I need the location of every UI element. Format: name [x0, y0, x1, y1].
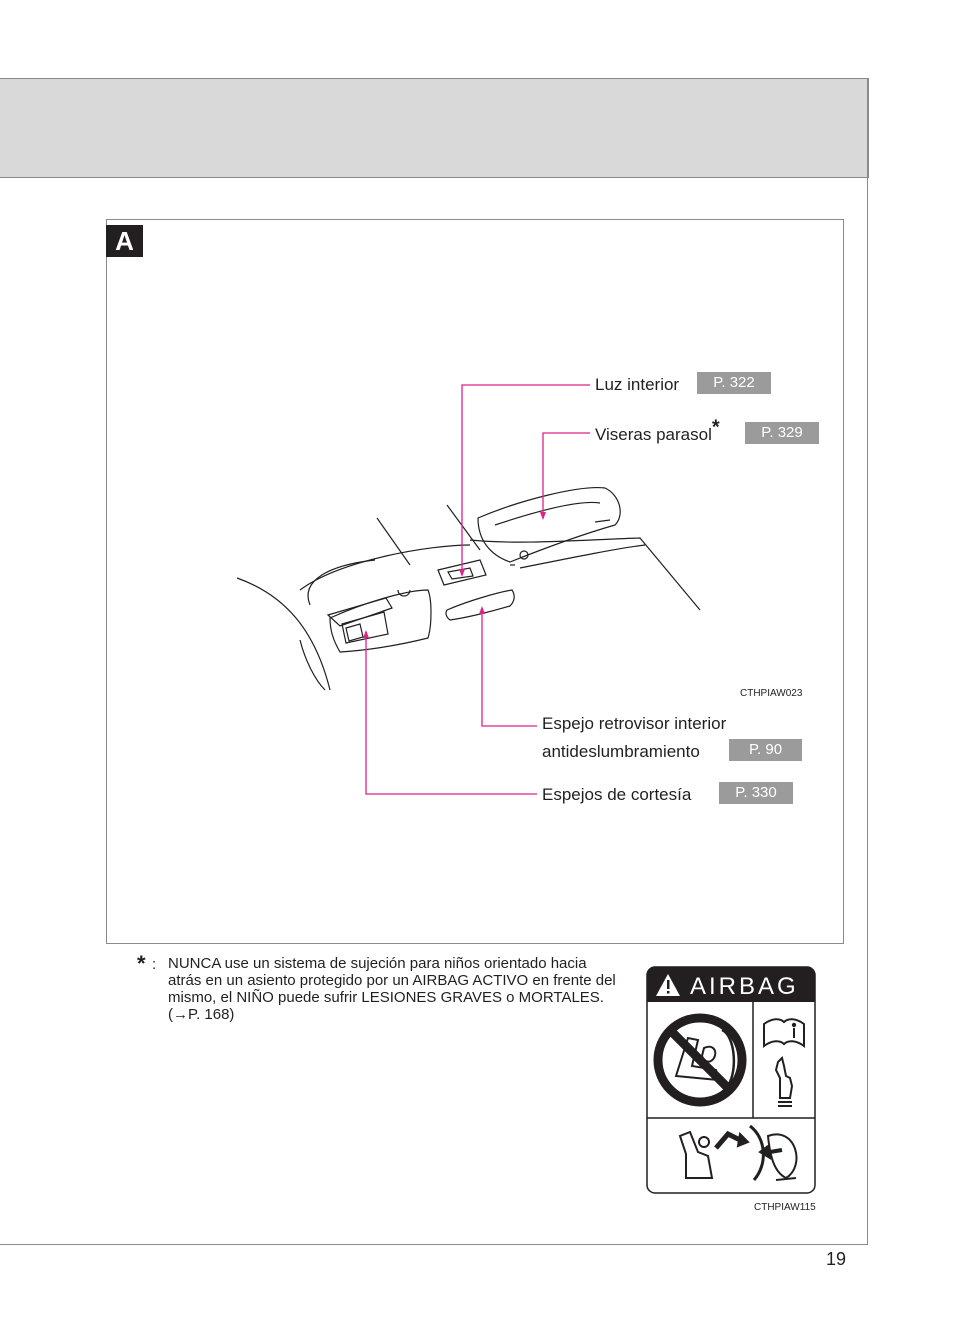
airbag-title: AIRBAG [690, 973, 799, 1000]
page-ref-viseras-parasol[interactable]: P. 329 [745, 422, 819, 444]
callout-espejo-retrovisor-line1: Espejo retrovisor interior [542, 714, 727, 733]
illustration-code: CTHPIAW023 [740, 688, 803, 699]
footnote-colon: : [152, 956, 157, 973]
section-tag: A [106, 225, 143, 257]
page-ref-espejo-retrovisor[interactable]: P. 90 [729, 739, 802, 761]
airbag-illustration-code: CTHPIAW115 [754, 1202, 816, 1212]
footnote-text: NUNCA use un sistema de sujeción para niños orientado hacia atrás en un asiento protegido por un AIRBAG ACTIVO en frente del mismo, el NIÑO puede sufrir LESIONES GRAVES o MORTALES. (→P. 168) [168, 955, 616, 1023]
callout-viseras-parasol [595, 416, 720, 445]
asterisk-marker: * [711, 416, 720, 439]
airbag-label-graphic [646, 966, 816, 1212]
callout-luz-interior: Luz interior [595, 375, 680, 394]
page-ref-espejos-cortesia[interactable]: P. 330 [719, 782, 793, 804]
callout-espejos-cortesia: Espejos de cortesía [542, 785, 692, 804]
viseras-label-text: Viseras parasol [595, 425, 712, 444]
page-ref-luz-interior[interactable]: P. 322 [697, 372, 771, 394]
vehicle-interior-drawing [237, 488, 700, 690]
footnote-asterisk: * [137, 951, 146, 976]
airbag-warning-label [646, 966, 816, 1212]
page-number: 19 [826, 1249, 847, 1269]
callout-espejo-retrovisor-line2: antideslumbramiento [542, 742, 700, 761]
